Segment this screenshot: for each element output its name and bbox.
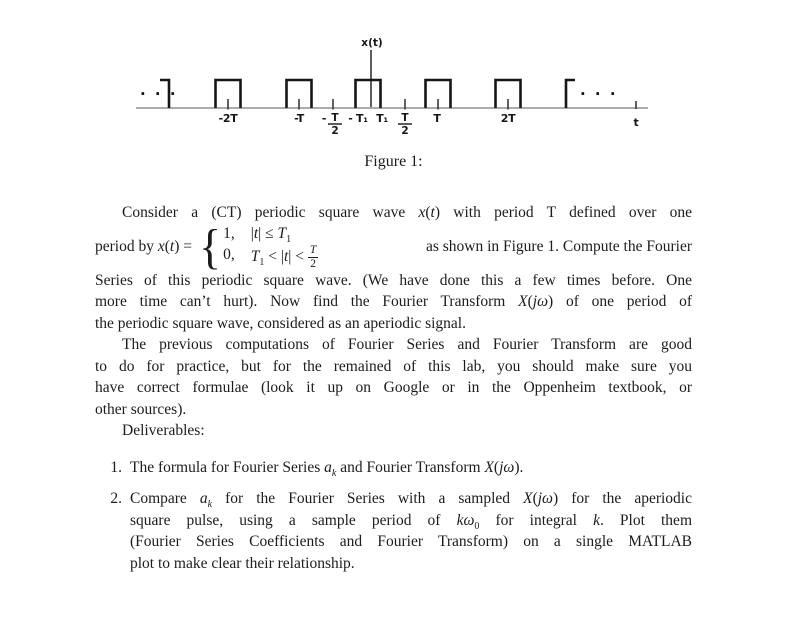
case2-condition: $T_1 < |t|$ < $\frac{T}{2}$ [250,244,317,270]
tick-label-T1: T₁ [376,112,388,125]
tick-label-minus-2T: -2T [218,112,238,125]
tick-label-T: T [433,112,441,125]
case1-condition: $|t| \le T_1$ [250,225,292,246]
paragraph-2 [95,334,692,420]
square-pulses [216,80,521,108]
formula-lead: period by x(t) = [95,237,193,255]
piecewise-left [95,219,318,273]
text-line: (Fourier Series Coefficients and Fourier Transform) on a single MATLAB [130,533,692,550]
text-line: the periodic square wave, considered as an aperiodic signal. [95,314,466,332]
tick-label-minus-T-half-num: T [331,112,339,124]
text-line: plot to make clear their relationship. [130,554,355,572]
tick-label-T-half-num: T [401,112,409,124]
tick-label-T-half-den: 2 [401,125,409,137]
text-line: more time can’t hurt). Now find the Fourier Transform X(jω) of one period of [95,293,692,310]
list-item-body [130,457,692,479]
ellipsis-right: · · · [580,85,618,103]
body-text [95,202,692,574]
cases-brace: { [199,219,222,273]
tick-label-axis-end: t [633,116,639,129]
text-line: Compare $a_k$ for the Fourier Series with a sampled X(jω) for the aperiodic [130,490,692,511]
square-wave-diagram [128,36,658,142]
text-line: Consider a (CT) periodic square wave x(t) with period T defined over one [122,204,693,221]
ellipsis-left: · · · [140,85,178,103]
list-item-number: 1. [110,458,122,476]
text-line: other sources). [95,400,187,418]
list-item-body [130,488,692,574]
partial-pulse-right [566,80,575,108]
signal-label: x(t) [361,37,383,49]
deliverables-list [95,457,692,575]
tick-label-minus-T-half-minus: - [321,112,327,125]
tick-label-minus-T-half-den: 2 [331,125,339,137]
list-item-number: 2. [110,490,122,507]
case2-value: 0, [223,246,235,264]
text-line: have correct formulae (look it up on Google or in the Oppenheim textbook, or [95,379,692,396]
tick-label-minus-T: -T [294,112,304,125]
formula-tail: as shown in Figure 1. Compute the Fourier [425,237,692,255]
tick-label-minus-T1: - T₁ [348,112,368,125]
list-item-2 [95,488,692,574]
tick-label-2T: 2T [500,112,516,125]
paragraph-1 [95,202,692,334]
list-item-1 [95,457,692,479]
text-line: square pulse, using a sample period of $k\omega_0$ for integral k. Plot them [130,511,692,532]
text-line: Series of this periodic square wave. (We have done this a few times before. One [95,271,692,289]
case1-value: 1, [223,225,235,243]
cases-body [223,223,318,270]
figure-1 [95,0,692,150]
text-line: to do for practice, but for the remained of this lab, you should make sure you [95,357,692,375]
text-line: The formula for Fourier Series $a_k$ and Fourier Transform X(jω). [130,458,524,479]
figure-caption: Figure 1: [364,153,423,170]
deliverables-heading: Deliverables: [122,422,205,439]
text-line: The previous computations of Fourier Series and Fourier Transform are good [122,336,692,353]
piecewise-definition [95,219,692,273]
